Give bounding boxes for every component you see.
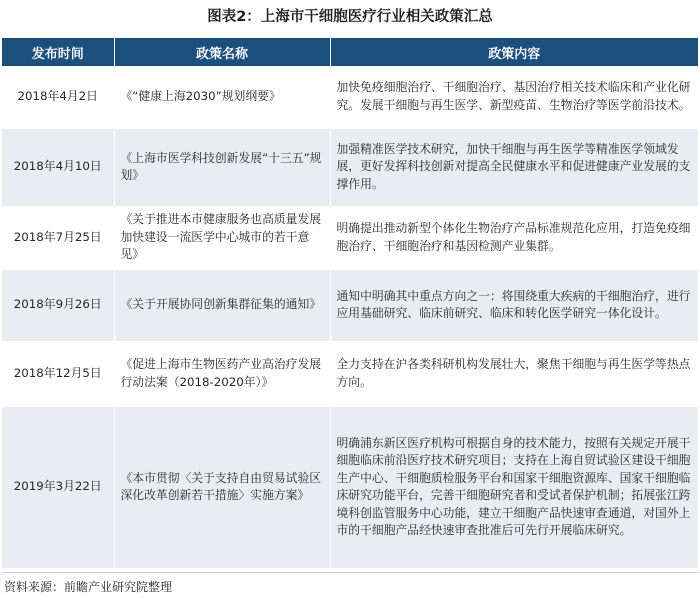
table-row: [2, 128, 698, 206]
row-policy-content: 明确提出推动新型个体化生物治疗产品标准规范化应用，打造免疫细胞治疗、干细胞治疗和基因检测产业集群。: [330, 206, 698, 269]
source-note: 资料来源：前瞻产业研究院整理: [4, 580, 173, 594]
row-date: 2019年3月22日: [2, 406, 114, 568]
row-policy-content: 全力支持在沪各类科研机构发展壮大，聚焦干细胞与再生医学等热点方向。: [330, 341, 698, 406]
row-policy-name: 《上海市医学科技创新发展“十三五”规划》: [114, 128, 330, 206]
row-policy-name: 《关于推进本市健康服务也高质量发展加快建设一流医学中心城市的若干意见》: [114, 206, 330, 269]
header-policy-name: 政策名称: [114, 38, 330, 66]
row-policy-content: 加强精准医学技术研究，加快干细胞与再生医学等精准医学领域发展，更好发挥科技创新对提高全民健康水平和促进健康产业发展的支撑作用。: [330, 128, 698, 206]
row-date: 2018年12月5日: [2, 341, 114, 406]
header-policy-content: 政策内容: [330, 38, 698, 66]
row-policy-name: 《“健康上海2030”规划纲要》: [114, 66, 330, 128]
table-header-row: [2, 38, 698, 66]
table-row: [2, 206, 698, 269]
row-policy-name: 《本市贯彻〈关于支持自由贸易试验区深化改革创新若干措施〉实施方案》: [114, 406, 330, 568]
row-date: 2018年7月25日: [2, 206, 114, 269]
row-date: 2018年9月26日: [2, 269, 114, 341]
header-release-date: 发布时间: [2, 38, 114, 66]
row-policy-name: 《促进上海市生物医药产业高治疗发展行动法案（2018-2020年）》: [114, 341, 330, 406]
figure-title: 图表2：上海市干细胞医疗行业相关政策汇总: [207, 9, 493, 25]
table-row: [2, 269, 698, 341]
row-policy-content: 加快免疫细胞治疗、干细胞治疗、基因治疗相关技术临床和产业化研究。发展干细胞与再生医学、新型疫苗、生物治疗等医学前沿技术。: [330, 66, 698, 128]
table-row: [2, 66, 698, 128]
row-policy-content: 通知中明确其中重点方向之一：将围绕重大疾病的干细胞治疗，进行应用基础研究、临床前研究、临床和转化医学研究一体化设计。: [330, 269, 698, 341]
row-date: 2018年4月10日: [2, 128, 114, 206]
table-row: [2, 406, 698, 568]
policy-table: [2, 38, 698, 569]
table-row: [2, 341, 698, 406]
row-policy-content: 明确浦东新区医疗机构可根据自身的技术能力，按照有关规定开展干细胞临床前沿医疗技术研究项目；支持在上海自贸试验区建设干细胞生产中心、干细胞质检服务平台和国家干细胞资源库、国家干细胞临床研究功能平台，完善干细胞研究者和受试者保护机制；拓展张江跨境科创监管服务中心功能，建立干细胞产品快速审查通道，对国外上市的干细胞产品经快速审查批准后可先行开展临床研究。: [330, 406, 698, 568]
bottom-divider: [2, 572, 698, 573]
row-date: 2018年4月2日: [2, 66, 114, 128]
row-policy-name: 《关于开展协同创新集群征集的通知》: [114, 269, 330, 341]
